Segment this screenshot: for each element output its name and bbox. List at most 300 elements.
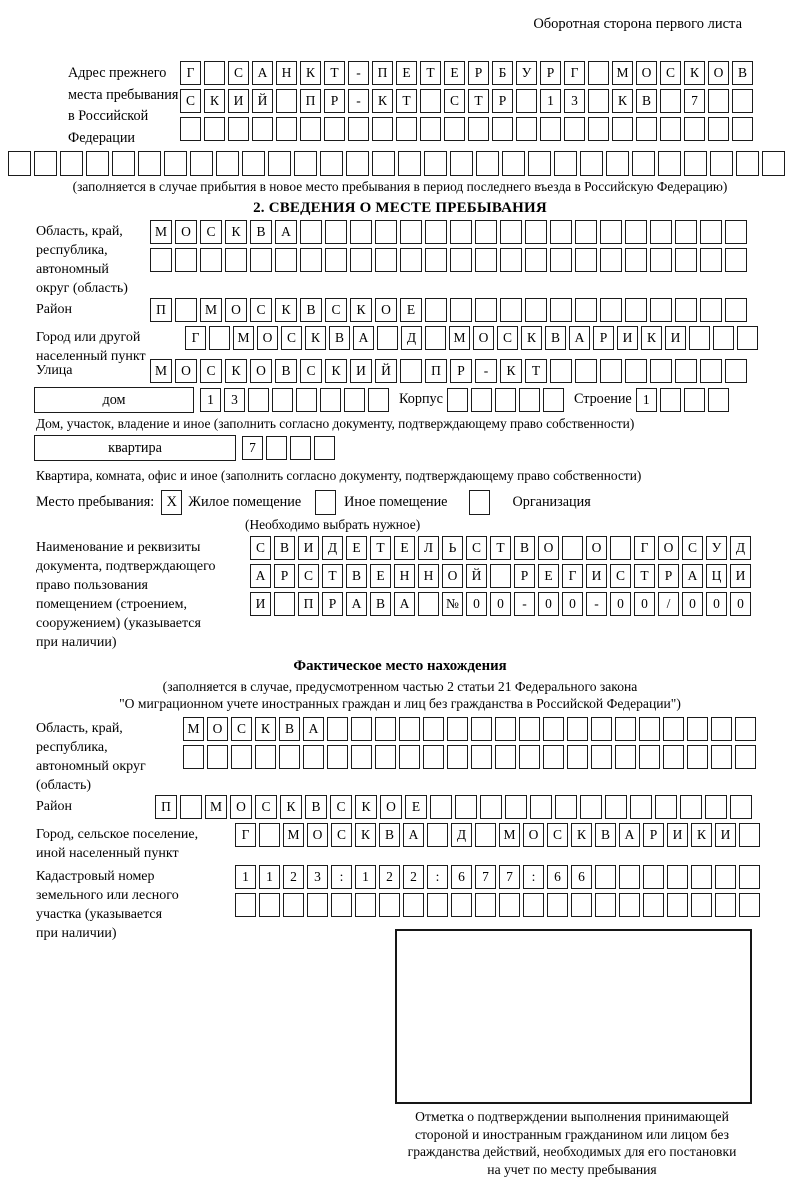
char-cell — [425, 220, 447, 244]
actual-city-block — [36, 823, 800, 863]
char-cell: 3 — [224, 388, 245, 412]
char-cell — [430, 795, 452, 819]
char-cell — [471, 717, 492, 741]
char-cell: Е — [396, 61, 417, 85]
char-cell — [523, 893, 544, 917]
char-cell — [571, 893, 592, 917]
char-cell — [595, 893, 616, 917]
char-cell: 7 — [475, 865, 496, 889]
char-cell — [216, 151, 239, 176]
char-cell — [248, 388, 269, 412]
char-cell — [711, 745, 732, 769]
char-cell: 1 — [235, 865, 256, 889]
char-cell — [307, 893, 328, 917]
char-cell — [725, 248, 747, 272]
char-cell: П — [372, 61, 393, 85]
section2-region-grid — [150, 220, 747, 272]
label-line: Город или другой — [36, 330, 141, 345]
char-cell — [290, 436, 311, 460]
char-cell — [450, 220, 472, 244]
char-cell — [320, 388, 341, 412]
actual-region-block — [36, 717, 800, 795]
char-cell: В — [346, 564, 367, 588]
char-cell — [300, 248, 322, 272]
char-cell — [275, 248, 297, 272]
char-cell: И — [350, 359, 372, 383]
char-cell: С — [660, 61, 681, 85]
char-cell — [735, 745, 756, 769]
stroenie-label: Строение — [573, 391, 632, 407]
char-cell: В — [514, 536, 535, 560]
char-cell — [372, 151, 395, 176]
char-cell — [547, 893, 568, 917]
char-cell — [543, 717, 564, 741]
document-row-2 — [250, 564, 751, 588]
char-cell — [450, 248, 472, 272]
prev-address-row-3 — [180, 117, 753, 141]
char-cell: Г — [564, 61, 585, 85]
label-line: автономный — [36, 262, 109, 277]
char-cell: 6 — [571, 865, 592, 889]
char-cell — [207, 745, 228, 769]
char-cell: К — [350, 298, 372, 322]
char-cell — [255, 745, 276, 769]
char-cell: С — [331, 823, 352, 847]
char-cell: Л — [418, 536, 439, 560]
char-cell: С — [300, 359, 322, 383]
char-cell — [164, 151, 187, 176]
korpus-label: Корпус — [399, 391, 443, 407]
char-cell: С — [444, 89, 465, 113]
char-cell — [575, 298, 597, 322]
char-cell: С — [610, 564, 631, 588]
document-grid — [250, 536, 751, 616]
char-cell — [550, 220, 572, 244]
char-cell — [663, 745, 684, 769]
section2-region-label — [36, 220, 150, 298]
residential-premises-label: Жилое помещение — [188, 494, 302, 510]
char-cell: С — [180, 89, 201, 113]
char-cell — [736, 151, 759, 176]
char-cell — [327, 745, 348, 769]
char-cell: О — [175, 220, 197, 244]
char-cell: А — [250, 564, 271, 588]
char-cell: М — [150, 220, 172, 244]
char-cell — [650, 220, 672, 244]
char-cell — [475, 298, 497, 322]
char-cell: Д — [730, 536, 751, 560]
cadastral-label — [36, 865, 235, 943]
section2-city-row — [185, 326, 758, 350]
prev-address-row-2 — [180, 89, 753, 113]
char-cell — [348, 117, 369, 141]
char-cell: Р — [324, 89, 345, 113]
char-cell: К — [325, 359, 347, 383]
label-line: при наличии) — [36, 635, 117, 650]
char-cell — [739, 893, 760, 917]
organization-checkbox — [469, 490, 490, 515]
char-cell — [732, 89, 753, 113]
char-cell: 1 — [259, 865, 280, 889]
char-cell: О — [307, 823, 328, 847]
char-cell — [294, 151, 317, 176]
char-cell: Т — [420, 61, 441, 85]
char-cell — [715, 865, 736, 889]
char-cell: Р — [322, 592, 343, 616]
char-cell — [675, 359, 697, 383]
char-cell: К — [280, 795, 302, 819]
char-cell — [555, 795, 577, 819]
char-cell: А — [252, 61, 273, 85]
char-cell — [344, 388, 365, 412]
char-cell — [619, 893, 640, 917]
label-line: в Российской — [68, 108, 149, 124]
note-line: на учет по месту пребывания — [487, 1161, 657, 1177]
char-cell: О — [257, 326, 278, 350]
char-cell — [516, 117, 537, 141]
char-cell: Г — [562, 564, 583, 588]
char-cell — [355, 893, 376, 917]
char-cell — [619, 865, 640, 889]
char-cell — [516, 89, 537, 113]
char-cell — [600, 359, 622, 383]
char-cell — [595, 865, 616, 889]
apartment-note: Квартира, комната, офис и иное (заполнить согласно документу, подтверждающему право собственности) — [36, 468, 642, 483]
label-line: республика, — [36, 740, 108, 755]
char-cell — [732, 117, 753, 141]
char-cell: Г — [185, 326, 206, 350]
section2-region-row-1 — [150, 220, 747, 244]
label-line: при наличии) — [36, 926, 117, 941]
label-line: иной населенный пункт — [36, 846, 179, 861]
actual-district-block — [36, 795, 800, 819]
document-row-1 — [250, 536, 751, 560]
confirmation-stamp-box — [395, 929, 752, 1104]
char-cell — [605, 795, 627, 819]
other-premises-label: Иное помещение — [344, 494, 448, 510]
char-cell: А — [346, 592, 367, 616]
label-line: Адрес прежнего — [68, 65, 167, 81]
char-cell — [675, 298, 697, 322]
char-cell — [639, 717, 660, 741]
stay-type-label: Место пребывания: — [36, 494, 155, 510]
char-cell: В — [595, 823, 616, 847]
char-cell — [8, 151, 31, 176]
char-cell — [375, 745, 396, 769]
char-cell — [350, 248, 372, 272]
char-cell — [591, 717, 612, 741]
char-cell — [691, 893, 712, 917]
char-cell: 2 — [379, 865, 400, 889]
char-cell: О — [207, 717, 228, 741]
char-cell — [235, 893, 256, 917]
char-cell: Т — [490, 536, 511, 560]
char-cell: К — [300, 61, 321, 85]
document-block — [36, 536, 800, 652]
char-cell — [691, 865, 712, 889]
prev-address-label — [68, 61, 180, 149]
char-cell — [490, 564, 511, 588]
char-cell: В — [305, 795, 327, 819]
char-cell: В — [636, 89, 657, 113]
char-cell: О — [538, 536, 559, 560]
char-cell: Р — [540, 61, 561, 85]
cadastral-row-1 — [235, 865, 760, 889]
char-cell — [175, 248, 197, 272]
char-cell: К — [684, 61, 705, 85]
char-cell — [700, 298, 722, 322]
char-cell — [500, 220, 522, 244]
char-cell — [705, 795, 727, 819]
prev-address-row-1 — [180, 61, 753, 85]
actual-city-row — [235, 823, 760, 847]
char-cell: Р — [492, 89, 513, 113]
char-cell — [715, 893, 736, 917]
label-line: места пребывания — [68, 86, 179, 103]
char-cell — [324, 117, 345, 141]
char-cell: Б — [492, 61, 513, 85]
char-cell — [400, 248, 422, 272]
char-cell: А — [275, 220, 297, 244]
char-cell — [377, 326, 398, 350]
label-line: земельного или лесного — [36, 888, 179, 903]
char-cell — [689, 326, 710, 350]
actual-region-row-2 — [183, 745, 756, 769]
document-label — [36, 536, 250, 652]
char-cell — [266, 436, 287, 460]
char-cell: Р — [468, 61, 489, 85]
korpus-cells — [447, 388, 564, 412]
char-cell — [650, 359, 672, 383]
char-cell: 0 — [466, 592, 487, 616]
char-cell: - — [348, 89, 369, 113]
char-cell — [272, 388, 293, 412]
char-cell: Р — [274, 564, 295, 588]
char-cell: В — [329, 326, 350, 350]
char-cell: С — [281, 326, 302, 350]
char-cell: И — [715, 823, 736, 847]
char-cell: 1 — [355, 865, 376, 889]
char-cell — [350, 220, 372, 244]
confirmation-stamp-note — [362, 1108, 782, 1178]
char-cell — [296, 388, 317, 412]
label-line: населенный пункт — [36, 349, 146, 364]
char-cell — [554, 151, 577, 176]
char-cell: 7 — [499, 865, 520, 889]
char-cell: И — [730, 564, 751, 588]
char-cell — [575, 248, 597, 272]
char-cell — [525, 220, 547, 244]
char-cell — [667, 865, 688, 889]
char-cell — [600, 220, 622, 244]
char-cell — [252, 117, 273, 141]
stroenie-cells — [636, 388, 729, 412]
char-cell: 0 — [610, 592, 631, 616]
char-cell: 1 — [636, 388, 657, 412]
actual-location-title: Фактическое место нахождения — [293, 658, 507, 674]
char-cell: Ь — [442, 536, 463, 560]
char-cell — [543, 745, 564, 769]
char-cell: М — [612, 61, 633, 85]
char-cell: 0 — [682, 592, 703, 616]
char-cell: И — [667, 823, 688, 847]
label-line: помещением (строением, — [36, 597, 187, 612]
char-cell: К — [204, 89, 225, 113]
char-cell: О — [225, 298, 247, 322]
char-cell: А — [682, 564, 703, 588]
char-cell: 0 — [706, 592, 727, 616]
cadastral-grid — [235, 865, 760, 917]
char-cell — [455, 795, 477, 819]
char-cell — [687, 745, 708, 769]
char-cell — [351, 745, 372, 769]
char-cell: Е — [405, 795, 427, 819]
char-cell — [502, 151, 525, 176]
char-cell: П — [150, 298, 172, 322]
char-cell — [711, 717, 732, 741]
char-cell — [425, 298, 447, 322]
char-cell — [475, 893, 496, 917]
char-cell — [331, 893, 352, 917]
actual-region-grid — [183, 717, 756, 769]
char-cell: № — [442, 592, 463, 616]
char-cell — [540, 117, 561, 141]
char-cell — [625, 220, 647, 244]
char-cell: К — [255, 717, 276, 741]
char-cell — [231, 745, 252, 769]
char-cell: Ц — [706, 564, 727, 588]
char-cell: Д — [451, 823, 472, 847]
char-cell — [427, 823, 448, 847]
char-cell: В — [274, 536, 295, 560]
char-cell: С — [547, 823, 568, 847]
prev-address-note: (заполняется в случае прибытия в новое место пребывания в период последнего въезда в Российскую Федерацию) — [72, 179, 728, 194]
char-cell — [610, 536, 631, 560]
char-cell — [684, 388, 705, 412]
char-cell — [650, 298, 672, 322]
char-cell — [400, 220, 422, 244]
char-cell — [650, 248, 672, 272]
char-cell: 2 — [403, 865, 424, 889]
char-cell — [372, 117, 393, 141]
char-cell — [606, 151, 629, 176]
char-cell — [525, 298, 547, 322]
char-cell: Д — [322, 536, 343, 560]
char-cell — [735, 717, 756, 741]
char-cell — [300, 117, 321, 141]
char-cell: Е — [400, 298, 422, 322]
char-cell — [525, 248, 547, 272]
section2-street-label: Улица — [36, 363, 73, 378]
char-cell — [420, 117, 441, 141]
char-cell: О — [658, 536, 679, 560]
char-cell: Д — [401, 326, 422, 350]
char-cell: 3 — [564, 89, 585, 113]
label-line: Область, край, — [36, 224, 123, 239]
char-cell: А — [394, 592, 415, 616]
char-cell — [403, 893, 424, 917]
char-cell: Е — [394, 536, 415, 560]
char-cell: 7 — [242, 436, 263, 460]
char-cell: Р — [643, 823, 664, 847]
char-cell — [480, 795, 502, 819]
char-cell: М — [183, 717, 204, 741]
char-cell — [399, 745, 420, 769]
char-cell: П — [425, 359, 447, 383]
char-cell — [700, 359, 722, 383]
char-cell — [420, 89, 441, 113]
char-cell — [725, 359, 747, 383]
char-cell — [468, 117, 489, 141]
actual-region-row-1 — [183, 717, 756, 741]
char-cell: С — [497, 326, 518, 350]
char-cell: О — [442, 564, 463, 588]
char-cell — [424, 151, 447, 176]
char-cell: В — [379, 823, 400, 847]
char-cell — [550, 359, 572, 383]
char-cell: П — [300, 89, 321, 113]
char-cell — [399, 717, 420, 741]
char-cell — [543, 388, 564, 412]
char-cell — [630, 795, 652, 819]
char-cell: 7 — [684, 89, 705, 113]
section2-region-block — [36, 220, 800, 298]
char-cell — [643, 893, 664, 917]
char-cell — [447, 717, 468, 741]
char-cell: О — [230, 795, 252, 819]
char-cell: И — [665, 326, 686, 350]
char-cell: 0 — [538, 592, 559, 616]
char-cell: 1 — [200, 388, 221, 412]
char-cell: М — [499, 823, 520, 847]
char-cell — [564, 117, 585, 141]
char-cell — [200, 248, 222, 272]
char-cell: Е — [346, 536, 367, 560]
char-cell: М — [283, 823, 304, 847]
section2-street-block — [36, 359, 800, 383]
char-cell: О — [708, 61, 729, 85]
char-cell: О — [586, 536, 607, 560]
char-cell: В — [279, 717, 300, 741]
char-cell: Т — [468, 89, 489, 113]
label-line: участка (указывается — [36, 907, 163, 922]
char-cell: К — [225, 220, 247, 244]
char-cell — [471, 745, 492, 769]
section2-district-block — [36, 298, 800, 322]
residential-premises-checkbox: X — [161, 490, 182, 515]
char-cell — [250, 248, 272, 272]
char-cell — [447, 388, 468, 412]
actual-district-label: Район — [36, 799, 72, 814]
char-cell — [279, 745, 300, 769]
char-cell: К — [372, 89, 393, 113]
char-cell: С — [200, 359, 222, 383]
char-cell — [346, 151, 369, 176]
label-line: Область, край, — [36, 721, 123, 736]
char-cell — [667, 893, 688, 917]
char-cell: Т — [396, 89, 417, 113]
char-cell: Р — [450, 359, 472, 383]
char-cell: Г — [634, 536, 655, 560]
organization-label: Организация — [512, 494, 591, 510]
char-cell — [138, 151, 161, 176]
char-cell — [351, 717, 372, 741]
char-cell: Е — [370, 564, 391, 588]
char-cell — [450, 298, 472, 322]
apartment-box-label: квартира — [34, 435, 236, 461]
section2-region-row-2 — [150, 248, 747, 272]
house-number-cells — [200, 388, 389, 412]
